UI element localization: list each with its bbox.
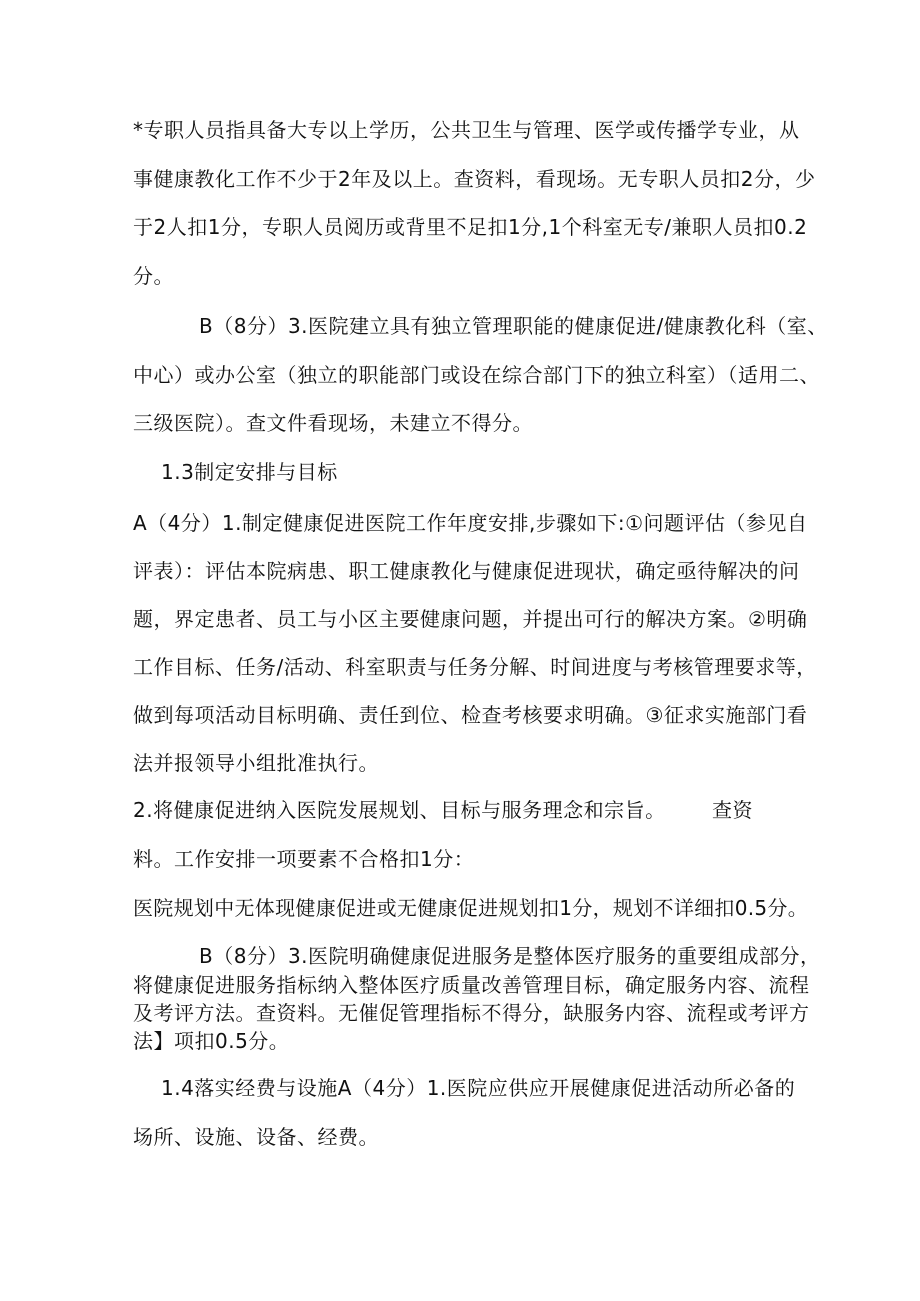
- section-heading: 1.4落实经费与设施A（4分）1.医院应供应开展健康促进活动所必备的: [161, 1076, 796, 1100]
- text-line: 题，界定患者、员工与小区主要健康问题，并提出可行的解决方案。②明确: [133, 607, 808, 631]
- text-line: 2.将健康促进纳入医院发展规划、目标与服务理念和宗旨。: [133, 798, 666, 822]
- text-line: 将健康促进服务指标纳入整体医疗质量改善管理目标，确定服务内容、流程: [133, 973, 810, 997]
- text-line: B（8分）3.医院明确健康促进服务是整体医疗服务的重要组成部分，: [199, 944, 821, 968]
- text-line: 评表）：评估本院病患、职工健康教化与健康促进现状，确定亟待解决的问: [133, 559, 800, 583]
- text-line: 医院规划中无体现健康促进或无健康促进规划扣1分，规划不详细扣0.5分。: [133, 896, 809, 920]
- text-line: B（8分）3.医院建立具有独立管理职能的健康促进/健康教化科（室、: [199, 314, 828, 338]
- text-line: 于2人扣1分，专职人员阅历或背里不足扣1分,1个科室无专/兼职人员扣0.2: [133, 215, 808, 239]
- text-line: 场所、设施、设备、经费。: [133, 1125, 379, 1149]
- text-line: 分。: [133, 264, 174, 288]
- text-line: 法并报领导小组批准执行。: [133, 751, 379, 775]
- text-line: 法】项扣0.5分。: [133, 1029, 290, 1053]
- text-line: 及考评方法。查资料。无催促管理指标不得分，缺服务内容、流程或考评方: [133, 1001, 810, 1025]
- text-line: 查资: [712, 798, 753, 822]
- text-line: 做到每项活动目标明确、责任到位、检查考核要求明确。③征求实施部门看: [133, 703, 808, 727]
- text-line: *专职人员指具备大专以上学历，公共卫生与管理、医学或传播学专业，从: [133, 118, 800, 142]
- text-line: 事健康教化工作不少于2年及以上。查资料，看现场。无专职人员扣2分，少: [133, 167, 816, 191]
- text-line: 三级医院）。查文件看现场，未建立不得分。: [133, 411, 533, 435]
- text-line: 工作目标、任务/活动、科室职责与任务分解、时间进度与考核管理要求等，: [133, 655, 817, 679]
- text-line: A（4分）1.制定健康促进医院工作年度安排,步骤如下:①问题评估（参见自: [133, 511, 808, 535]
- text-line: 中心）或办公室（独立的职能部门或设在综合部门下的独立科室）（适用二、: [133, 363, 820, 387]
- section-heading: 1.3制定安排与目标: [161, 460, 338, 484]
- text-line: 料。工作安排一项要素不合格扣1分：: [133, 847, 475, 871]
